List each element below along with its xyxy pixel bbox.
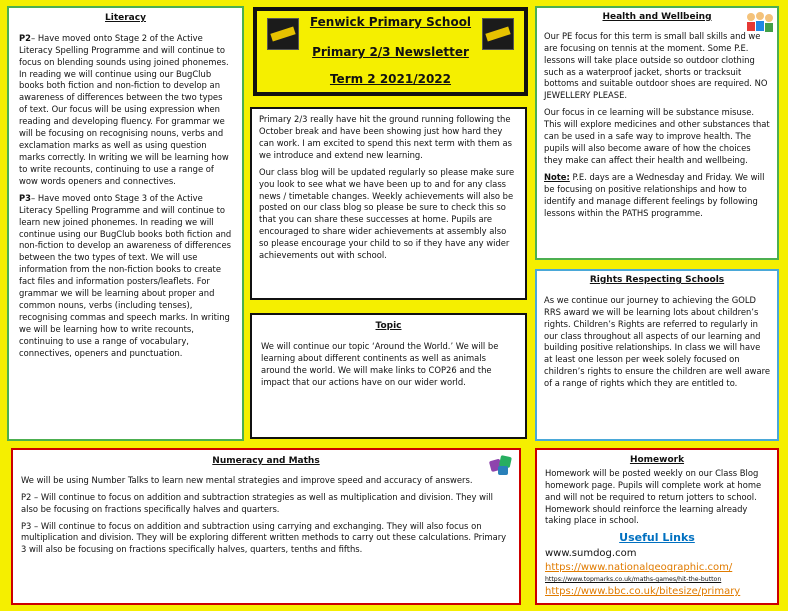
term-title: Term 2 2021/2022 [329,72,452,86]
link-national-geographic[interactable]: https://www.nationalgeographic.com/ [545,562,733,574]
school-name: Fenwick Primary School [309,15,472,29]
numeracy-paragraph-2: P2 – Will continue to focus on addition and subtraction strategies as well as multiplication and division. They will also be focusing on fractions specifically halves and quarters. [21,491,493,514]
newsletter-header [253,7,528,96]
health-paragraph-1: Our PE focus for this term is small ball skills and we are focusing on tennis at the moment. Some P.E. lessons will take place outside so outdoor clothing such as a waterproof jacket, shorts or tracksuit bottoms and suitable outdoor shoes are required. NO JEWELLERY PLEASE. [544,30,768,101]
dice-icon [489,454,513,476]
literacy-panel [7,6,244,441]
intro-paragraph-2: Our class blog will be updated regularly so please make sure you look to see what we have been up to and for any class news / timetable changes. Weekly achievements will also be posted on our class blog so please be sure to check this so that you can share these successes at home. Pupils are encouraged to share wider achievements at assembly also so please encourage your child to so if they have any wider achievements out with school. [259,166,515,261]
literacy-p3 [19,193,232,360]
note-label: Note: [544,171,570,182]
rights-title: Rights Respecting Schools [589,275,725,285]
children-icon [744,11,774,37]
topic-title: Topic [375,321,402,331]
link-topmarks[interactable]: https://www.topmarks.co.uk/maths-games/hit-the-button [545,575,722,583]
rights-text: As we continue our journey to achieving the GOLD RRS award we will be learning lots about children’s rights. Children’s Rights are referred to regularly in our class throughout all aspects of our learning and building positive relationships. In class we will have at least one lesson per week solely focused on children’s rights to ensure the children are well aware of a range of rights which they are entitled to. [544,294,770,389]
numeracy-title: Numeracy and Maths [212,456,320,466]
homework-title: Homework [629,455,685,465]
link-bbc-bitesize[interactable]: https://www.bbc.co.uk/bitesize/primary [545,585,741,597]
numeracy-paragraph-3: P3 – Will continue to focus on addition and subtraction using carrying and exchanging. They will also focus on multiplication and division. They will be exploring different written methods to carry out these calculations. Primary 3 will also be focusing on fractions specifically halves, quarters, tenths and fifths. [21,520,507,555]
literacy-p2 [19,33,232,188]
intro-panel [250,107,527,300]
useful-links-heading: Useful Links [619,531,695,545]
health-title: Health and Wellbeing [602,12,712,22]
literacy-title: Literacy [105,13,146,23]
health-paragraph-2: Our focus in ce learning will be substance misuse. This will explore medicines and other substances that can be used in a safe way to improve health. The pupils will also become aware of how the choices they make can affect their health and wellbeing. [544,107,770,165]
health-panel [535,6,779,260]
note-text: P.E. days are a Wednesday and Friday. We will be focusing on positive relationships and how to identify and manage different feelings by following lessons within the PATHS programme. [544,171,765,218]
health-note [544,172,770,220]
p3-text: – Have moved onto Stage 3 of the Active Literacy Spelling Programme and will continue to learn new joined phonemes. In reading we will continue using our BugClub books both fiction and non-fiction to develop an awareness of differences between the two types of text. We will use information from the non-fiction books to create fact files and information posters/leaflets. For grammar we will be learning about proper and common nouns, verbs (including tenses), recognising commas and speech marks. In writing we will be learning how to write recounts, continuing to use a range of vocabulary, connectives, openers and punctuation. [19,192,232,358]
numeracy-paragraph-1: We will be using Number Talks to learn new mental strategies and improve speed and accuracy of answers. [21,474,473,485]
numeracy-panel [11,448,521,605]
intro-paragraph-1: Primary 2/3 really have hit the ground running following the October break and have been showing just how hard they can work. I am excited to spend this next term with them as we introduce and extend new learning. [259,114,512,160]
homework-text: Homework will be posted weekly on our Class Blog homework page. Pupils will complete work at home and will not be required to return jotters to school. Homework should reinforce the learning already taking place in school. [545,467,762,526]
p2-label: P2 [19,32,31,43]
p2-text: – Have moved onto Stage 2 of the Active Literacy Spelling Programme and will continue to focus on blending sounds using joined phonemes. In reading we will continue using our BugClub books both fiction and non-fiction to develop an awareness of differences between the two types of text. Our focus will be using expression when reading and developing fluency. For grammar we will be focusing on recognising nouns, verbs and exclamation marks as well as using question marks correctly. In writing we will be learning how to write recounts, continuing to use a range of wow words openers and connectives. [19,32,229,186]
p3-label: P3 [19,192,31,203]
newsletter-title: Primary 2/3 Newsletter [312,45,469,59]
rights-panel [535,269,779,441]
link-sumdog[interactable]: www.sumdog.com [545,547,637,559]
topic-text: We will continue our topic ‘Around the World.’ We will be learning about different continents as well as animals around the world. We will make links to COP26 and the impact that our actions have on our wider world. [261,340,499,387]
homework-panel [535,448,779,605]
topic-panel [250,313,527,439]
